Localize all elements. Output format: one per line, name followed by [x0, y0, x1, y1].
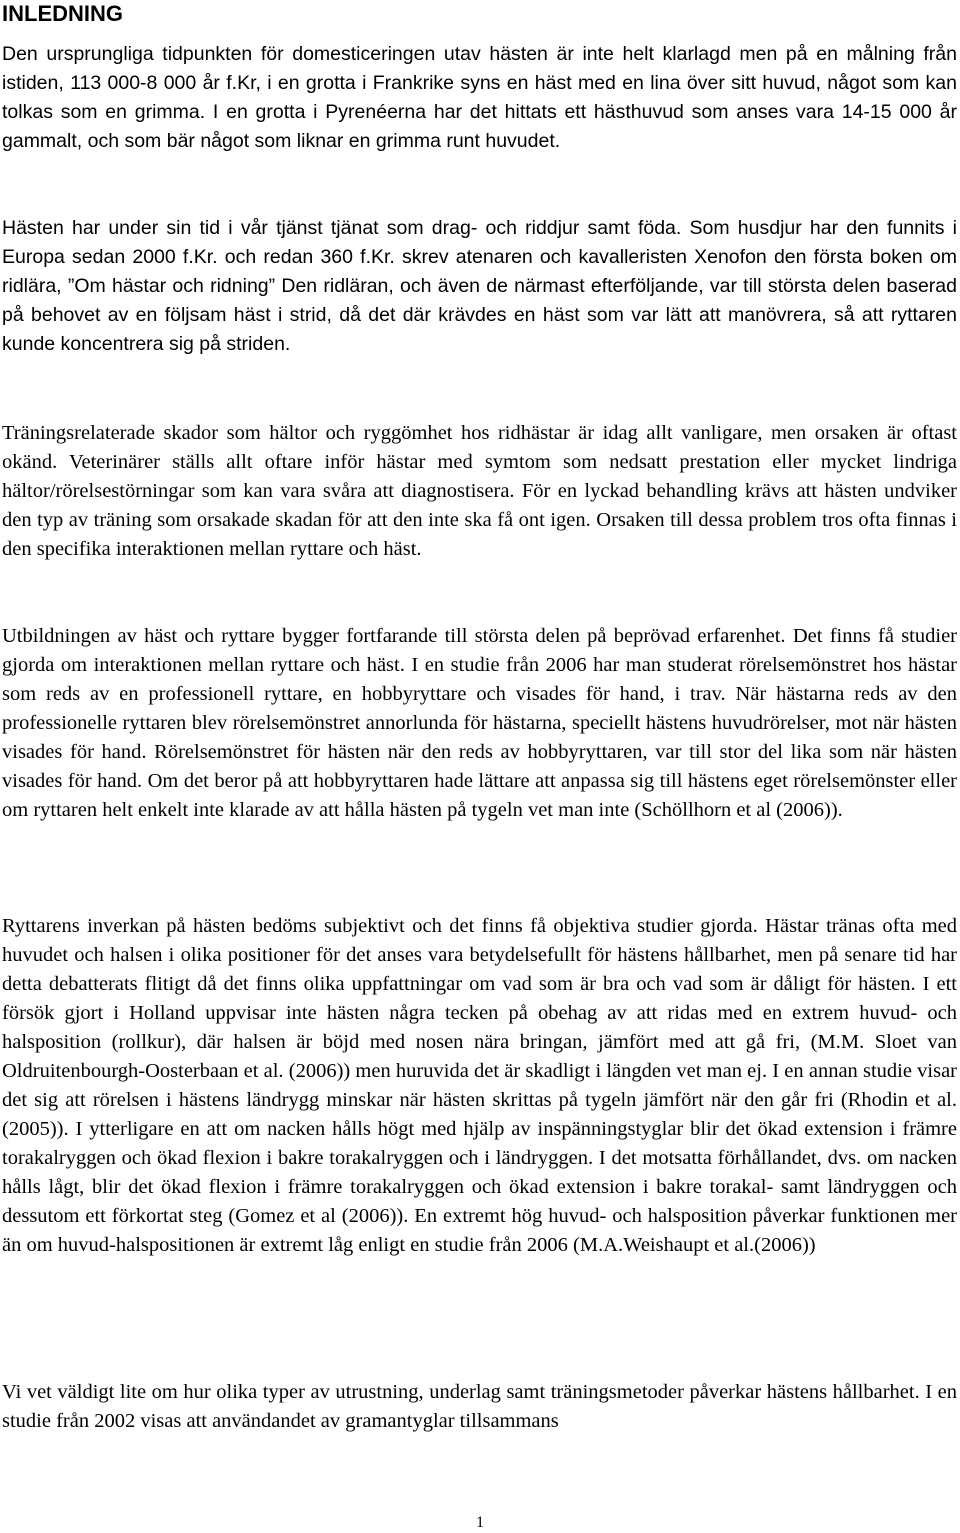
paragraph-4: Utbildningen av häst och ryttare bygger fortfarande till största delen på beprövad erfarenhet. Det finns få studier gjorda om interaktionen mellan ryttare och häst. I en studie från 2006 har man studerat rörelsemönstret hos hästar som reds av en professionell ryttare, en hobbyryttare och visades för hand, i trav. När hästarna reds av den professionelle ryttaren blev rörelsemönstret annorlunda för hästarna, speciellt hästens huvudrörelser, mot när hästen visades för hand. Rörelsemönstret för hästen när den reds av hobbyryttaren, var till stor del lika som när hästen visades för hand. Om det beror på att hobbyryttaren hade lättare att anpassa sig till hästens eget rörelsemönster eller om ryttaren helt enkelt inte klarade av att hålla hästen på tygeln vet man inte (Schöllhorn et al (2006)). [2, 625, 957, 821]
section-heading: INLEDNING [2, 1, 123, 26]
paragraph-2: Hästen har under sin tid i vår tjänst tjänat som drag- och riddjur samt föda. Som husdjur har den funnits i Europa sedan 2000 f.Kr. och redan 360 f.Kr. skrev atenaren och kavalleristen Xenofon den första boken om ridlära, ”Om hästar och ridning” Den ridläran, och även de närmast efterföljande, var till största delen baserad på behovet av en följsam häst i strid, då det där krävdes en häst som var lätt att manövrera, så att ryttaren kunde koncentrera sig på striden. [2, 217, 957, 355]
paragraph-6: Vi vet väldigt lite om hur olika typer av utrustning, underlag samt träningsmetoder påverkar hästens hållbarhet. I en studie från 2002 visas att användandet av gramantyglar tillsammans [2, 1381, 957, 1432]
paragraph-3: Träningsrelaterade skador som hältor och ryggömhet hos ridhästar är idag allt vanligare, men orsaken är oftast okänd. Veterinärer ställs allt oftare inför hästar med symtom som nedsatt prestation eller mycket lindriga hältor/rörelsestörningar som kan vara svåra att diagnostisera. För en lyckad behandling krävs att hästen undviker den typ av träning som orsakade skadan för att den inte ska få ont igen. Orsaken till dessa problem tros ofta finnas i den specifika interaktionen mellan ryttare och häst. [2, 422, 957, 560]
paragraph-5: Ryttarens inverkan på hästen bedöms subjektivt och det finns få objektiva studier gjorda. Hästar tränas ofta med huvudet och halsen i olika positioner för det anses vara betydelsefullt för hästens hållbarhet, men på senare tid har detta debatterats flitigt då det finns olika uppfattningar om vad som är bra och vad som är dåligt för hästen. I ett försök gjort i Holland uppvisar inte hästen några tecken på obehag av att ridas med en extrem huvud- och halsposition (rollkur), där halsen är böjd med nosen nära bringan, jämfört med att gå fri, (M.M. Sloet van Oldruitenbourgh-Oosterbaan et al. (2006)) men huruvida det är skadligt i längden vet man ej. I en annan studie visar det sig att rörelsen i hästens ländrygg minskar när hästen skrittas på tygeln jämfört när den går fri (Rhodin et al. (2005)). I ytterligare en att om nacken hålls högt med hjälp av inspänningstyglar blir det ökad extension i främre torakalryggen och ökad flexion i bakre torakalryggen och i ländryggen. I det motsatta förhållandet, dvs. om nacken hålls lågt, blir det ökad flexion i främre torakalryggen och ökad extension i bakre torakal- samt ländryggen och dessutom ett förkortat steg (Gomez et al (2006)). En extremt hög huvud- och halsposition påverkar funktionen mer än om huvud-halspositionen är extremt låg enligt en studie från 2006 (M.A.Weishaupt et al.(2006)) [2, 915, 957, 1256]
page-number: 1 [476, 1514, 484, 1531]
paragraph-1: Den ursprungliga tidpunkten för domesticeringen utav hästen är inte helt klarlagd men på en målning från istiden, 113 000-8 000 år f.Kr, i en grotta i Frankrike syns en häst med en lina över sitt huvud, något som kan tolkas som en grimma. I en grotta i Pyrenéerna har det hittats ett hästhuvud som anses vara 14-15 000 år gammalt, och som bär något som liknar en grimma runt huvudet. [2, 43, 957, 152]
